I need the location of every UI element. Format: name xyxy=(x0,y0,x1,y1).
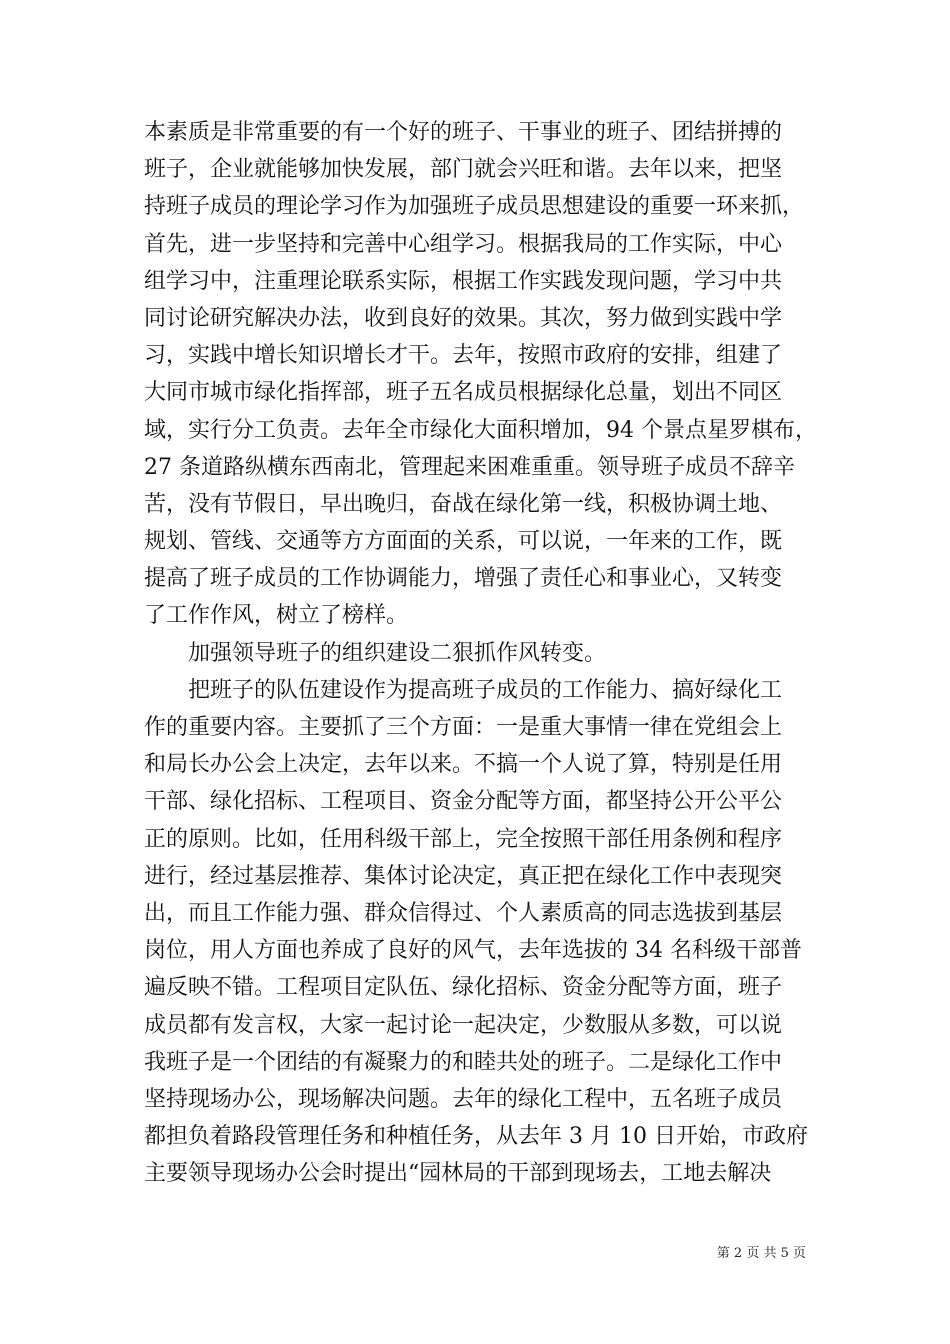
text-line: 苦，没有节假日，早出晚归，奋战在绿化第一线，积极协调土地、 xyxy=(144,491,783,517)
text-line: 出，而且工作能力强、群众信得过、个人素质高的同志选拔到基层 xyxy=(144,900,783,926)
text-line: 主要领导现场办公会时提出“园林局的干部到现场去，工地去解决 xyxy=(144,1161,772,1187)
text-line: 加强领导班子的组织建设二狠抓作风转变。 xyxy=(188,640,607,666)
text-line: 域，实行分工负责。去年全市绿化大面积增加，94 个景点星罗棋布， xyxy=(144,417,817,443)
text-line: 同讨论研究解决办法，收到良好的效果。其次，努力做到实践中学 xyxy=(144,305,783,331)
text-line: 首先，进一步坚持和完善中心组学习。根据我局的工作实际，中心 xyxy=(144,231,783,257)
text-line: 成员都有发言权，大家一起讨论一起决定，少数服从多数，可以说 xyxy=(144,1012,783,1038)
text-line: 坚持现场办公，现场解决问题。去年的绿化工程中，五名班子成员 xyxy=(144,1086,783,1112)
text-line: 规划、管线、交通等方方面面的关系，可以说，一年来的工作，既 xyxy=(144,529,783,555)
text-line: 岗位，用人方面也养成了良好的风气，去年选拔的 34 名科级干部普 xyxy=(144,938,802,964)
text-line: 干部、绿化招标、工程项目、资金分配等方面，都坚持公开公平公 xyxy=(144,789,783,815)
text-line: 习，实践中增长知识增长才干。去年，按照市政府的安排，组建了 xyxy=(144,343,783,369)
text-line: 把班子的队伍建设作为提高班子成员的工作能力、搞好绿化工 xyxy=(188,677,783,703)
text-line: 本素质是非常重要的有一个好的班子、干事业的班子、团结拼搏的 xyxy=(144,120,783,145)
text-line: 遍反映不错。工程项目定队伍、绿化招标、资金分配等方面，班子 xyxy=(144,975,783,1001)
page-number: 第 2 页 共 5 页 xyxy=(716,1246,806,1261)
text-line: 提高了班子成员的工作协调能力，增强了责任心和事业心，又转变 xyxy=(144,566,783,592)
text-line: 我班子是一个团结的有凝聚力的和睦共处的班子。二是绿化工作中 xyxy=(144,1049,783,1075)
text-line: 都担负着路段管理任务和种植任务，从去年 3 月 10 日开始，市政府 xyxy=(144,1124,808,1150)
text-line: 正的原则。比如，任用科级干部上，完全按照干部任用条例和程序 xyxy=(144,826,783,852)
document-body xyxy=(144,114,817,1192)
text-line: 进行，经过基层推荐、集体讨论决定，真正把在绿化工作中表现突 xyxy=(144,863,783,889)
text-line: 作的重要内容。主要抓了三个方面：一是重大事情一律在党组会上 xyxy=(144,715,783,740)
text-line: 持班子成员的理论学习作为加强班子成员思想建设的重要一环来抓， xyxy=(144,194,805,220)
text-line: 了工作作风，树立了榜样。 xyxy=(144,603,409,629)
text-line: 和局长办公会上决定，去年以来。不搞一个人说了算，特别是任用 xyxy=(144,752,783,778)
text-line: 班子，企业就能够加快发展，部门就会兴旺和谐。去年以来，把坚 xyxy=(144,157,783,183)
text-line: 大同市城市绿化指挥部，班子五名成员根据绿化总量，划出不同区 xyxy=(144,380,783,406)
text-line: 27 条道路纵横东西南北，管理起来困难重重。领导班子成员不辞辛 xyxy=(144,454,795,480)
text-line: 组学习中，注重理论联系实际，根据工作实践发现问题，学习中共 xyxy=(144,268,783,294)
